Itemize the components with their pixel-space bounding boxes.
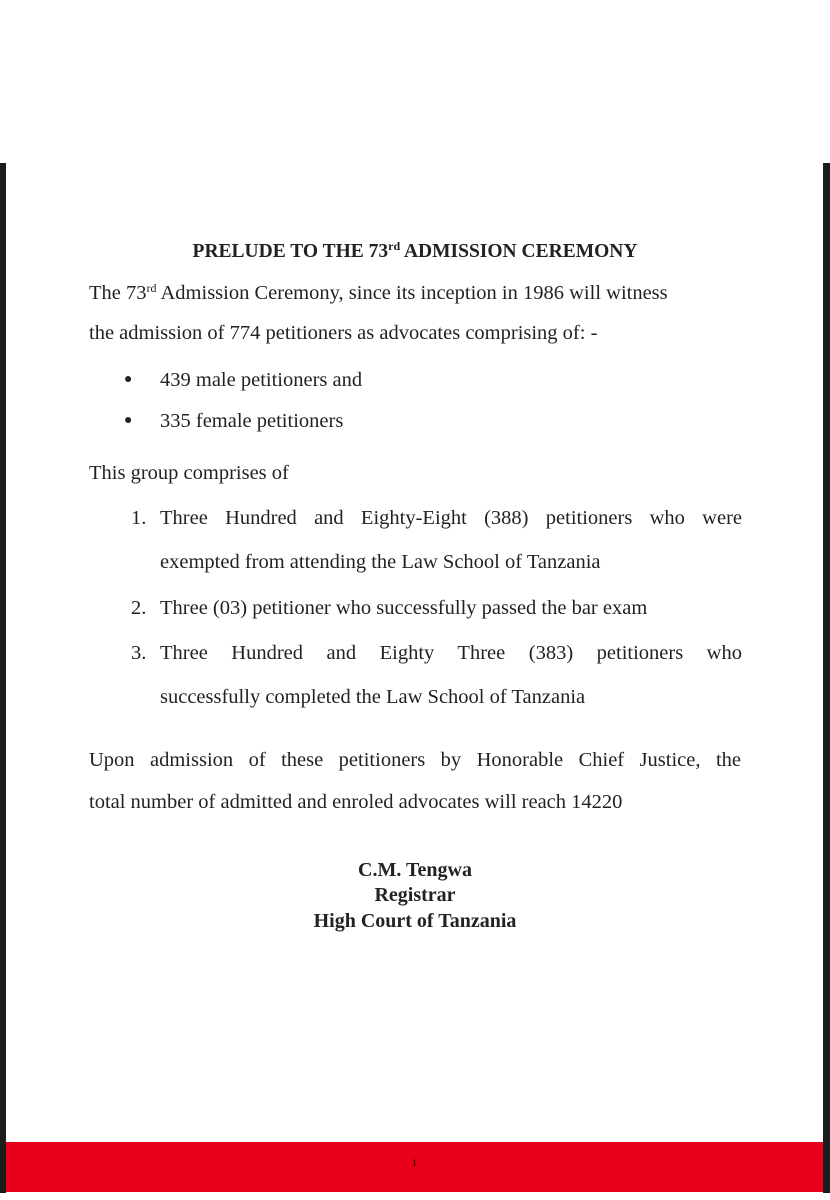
list-number: 1. (131, 507, 147, 529)
right-border (823, 163, 830, 1193)
bullet-item: 439 male petitioners and (160, 369, 363, 391)
list-item-line: Three Hundred and Eighty Three (383) petitioners who (160, 642, 742, 664)
closing-line-1: Upon admission of these petitioners by Honorable Chief Justice, the (89, 749, 741, 771)
list-item-line: Three (03) petitioner who successfully passed the bar exam (160, 597, 648, 619)
list-item-line: successfully completed the Law School of Tanzania (160, 686, 586, 708)
signatory-role: Registrar (374, 884, 456, 906)
bullet-icon: ● (124, 372, 133, 387)
list-number: 3. (131, 642, 147, 664)
list-item-line: exempted from attending the Law School of Tanzania (160, 551, 601, 573)
bullet-icon: ● (124, 413, 133, 428)
bullet-item: 335 female petitioners (160, 410, 344, 432)
left-border (0, 163, 6, 1193)
closing-line-2: total number of admitted and enroled advocates will reach 14220 (89, 791, 623, 813)
footer-bar (6, 1142, 823, 1192)
intro-line-1: The 73rd Admission Ceremony, since its inception in 1986 will witness (89, 281, 668, 304)
list-item-line: Three Hundred and Eighty-Eight (388) petitioners who were (160, 507, 742, 529)
page-title: PRELUDE TO THE 73rd ADMISSION CEREMONY (192, 239, 638, 262)
group-heading: This group comprises of (89, 462, 289, 484)
signatory-name: C.M. Tengwa (358, 859, 472, 881)
page-number: i (412, 1154, 417, 1169)
list-number: 2. (131, 597, 147, 619)
signatory-org: High Court of Tanzania (313, 910, 517, 932)
intro-line-2: the admission of 774 petitioners as advocates comprising of: - (89, 322, 598, 344)
